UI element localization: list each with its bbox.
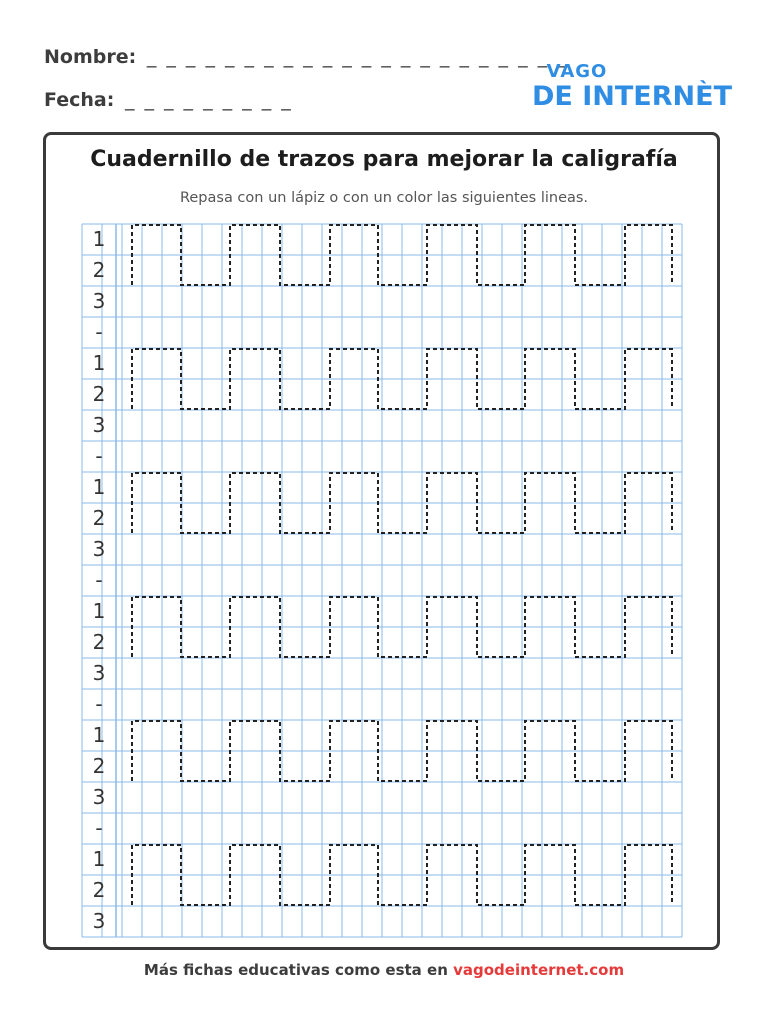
- row-label: 2: [92, 878, 106, 902]
- row-label: 1: [92, 599, 106, 623]
- row-label: 1: [92, 847, 106, 871]
- row-label: -: [95, 320, 103, 344]
- row-label: 3: [92, 537, 106, 561]
- row-label: -: [95, 692, 103, 716]
- row-label: -: [95, 568, 103, 592]
- logo-line2: DE INTERNÈT: [531, 81, 732, 112]
- row-label: 1: [92, 475, 106, 499]
- row-label: 2: [92, 630, 106, 654]
- row-label: 3: [92, 661, 106, 685]
- logo-line1: VAGO: [546, 61, 608, 82]
- fecha-label: Fecha:: [44, 89, 115, 111]
- footer-text: Más fichas educativas como esta en: [143, 961, 448, 979]
- row-label: 2: [92, 506, 106, 530]
- row-label: 3: [92, 785, 106, 809]
- row-label: 3: [92, 909, 106, 933]
- row-label: 1: [92, 351, 106, 375]
- row-label: -: [95, 444, 103, 468]
- nombre-label: Nombre:: [44, 46, 137, 68]
- row-label: 2: [92, 754, 106, 778]
- row-label: 1: [92, 723, 106, 747]
- row-label: 2: [92, 258, 106, 282]
- row-label: 3: [92, 289, 106, 313]
- footer: [0, 961, 768, 979]
- row-label: 2: [92, 382, 106, 406]
- nombre-blank: _ _ _ _ _ _ _ _ _ _ _ _ _ _ _ _ _ _ _ _ _ _: [146, 46, 569, 68]
- worksheet-instructions: Repasa con un lápiz o con un color las siguientes lineas.: [179, 190, 589, 206]
- fecha-blank: _ _ _ _ _ _ _ _ _: [124, 89, 293, 111]
- footer-link[interactable]: vagodeinternet.com: [453, 961, 625, 979]
- row-label: 3: [92, 413, 106, 437]
- worksheet-title: Cuadernillo de trazos para mejorar la caligrafía: [90, 147, 678, 172]
- row-label: 1: [92, 227, 106, 251]
- row-label: -: [95, 816, 103, 840]
